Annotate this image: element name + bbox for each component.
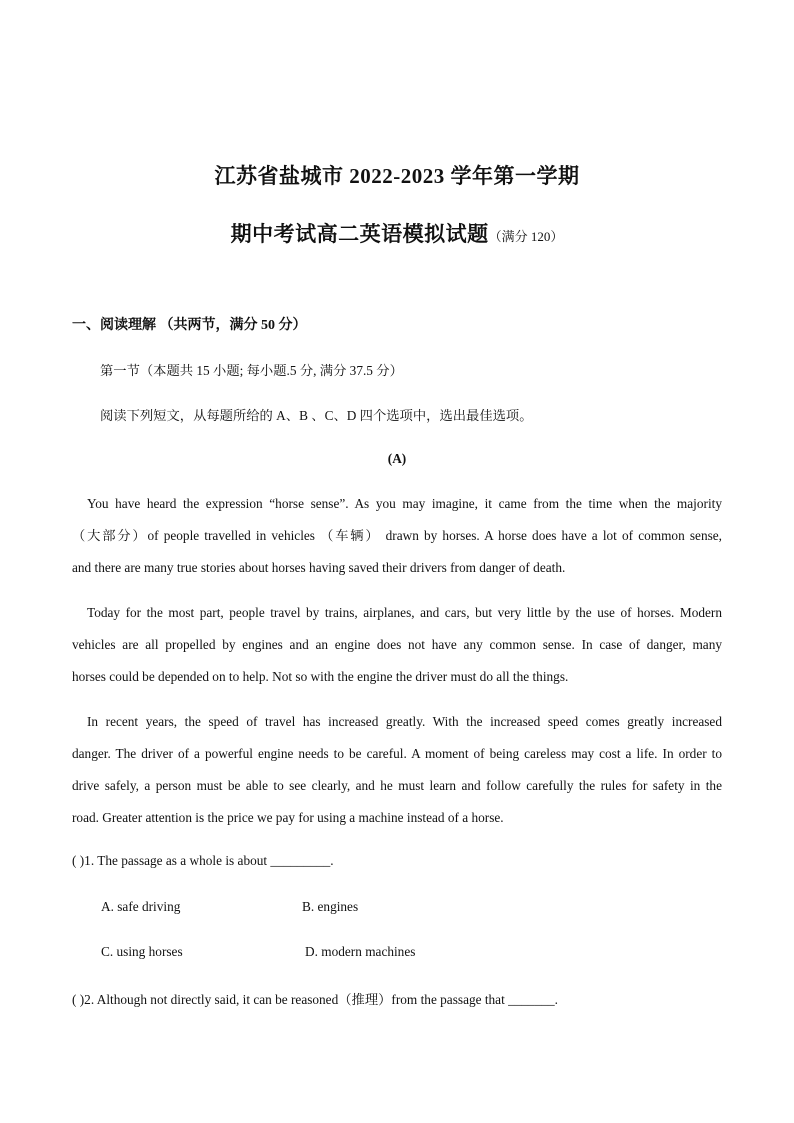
paragraph-line: and there are many true stories about horses having saved their drivers from danger of death. <box>72 560 566 575</box>
paragraph-line: Today for the most part, people travel by trains, airplanes, and cars, but very little by the use of horses. Modern <box>87 605 722 620</box>
question-1-option-d: D. modern machines <box>305 944 416 959</box>
question-1-option-a: A. safe driving <box>101 899 181 914</box>
paragraph-line: In recent years, the speed of travel has increased greatly. With the increased speed comes greatly increased <box>87 714 722 729</box>
paragraph-line: drive safely, a person must be able to see clearly, and he must learn and follow carefully the rules for safety in the <box>72 778 722 793</box>
title-main: 期中考试高二英语模拟试题 <box>230 222 489 246</box>
question-1-option-c: C. using horses <box>101 944 183 959</box>
paragraph-line: horses could be depended on to help. Not so with the engine the driver must do all the things. <box>72 669 569 684</box>
section-heading: 一、阅读理解 （共两节，满分 50 分） <box>72 318 307 333</box>
paragraph-line: （大部分）of people travelled in vehicles （车辆） drawn by horses. A horse does have a lot of common sense, <box>72 528 722 543</box>
part-info: 第一节（本题共 15 小题; 每小题.5 分, 满分 37.5 分） <box>100 363 403 378</box>
passage-paragraph-3 <box>72 706 722 834</box>
passage-label: (A) <box>387 451 407 466</box>
instruction: 阅读下列短文，从每题所给的 A、B 、C、D 四个选项中，选出最佳选项。 <box>100 408 533 423</box>
title-line-1: 江苏省盐城市 2022-2023 学年第一学期 <box>214 164 580 188</box>
paragraph-line: vehicles are all propelled by engines and an engine does not have any common sense. In case of danger, many <box>72 637 722 652</box>
paragraph-line: You have heard the expression “horse sense”. As you may imagine, it came from the time when the majority <box>87 496 722 511</box>
question-1-stem: ( )1. The passage as a whole is about _________. <box>72 853 334 868</box>
title-score-note: （满分 120） <box>488 229 564 244</box>
paragraph-line: road. Greater attention is the price we pay for using a machine instead of a horse. <box>72 810 504 825</box>
question-2-stem: ( )2. Although not directly said, it can be reasoned（推理）from the passage that _______. <box>72 992 558 1007</box>
passage-paragraph-2 <box>72 597 722 693</box>
question-1-option-b: B. engines <box>302 899 359 914</box>
title-line-2 <box>0 218 794 248</box>
paragraph-line: danger. The driver of a powerful engine needs to be careful. A moment of being careless may cost a life. In order to <box>72 746 722 761</box>
passage-paragraph-1 <box>72 488 722 584</box>
